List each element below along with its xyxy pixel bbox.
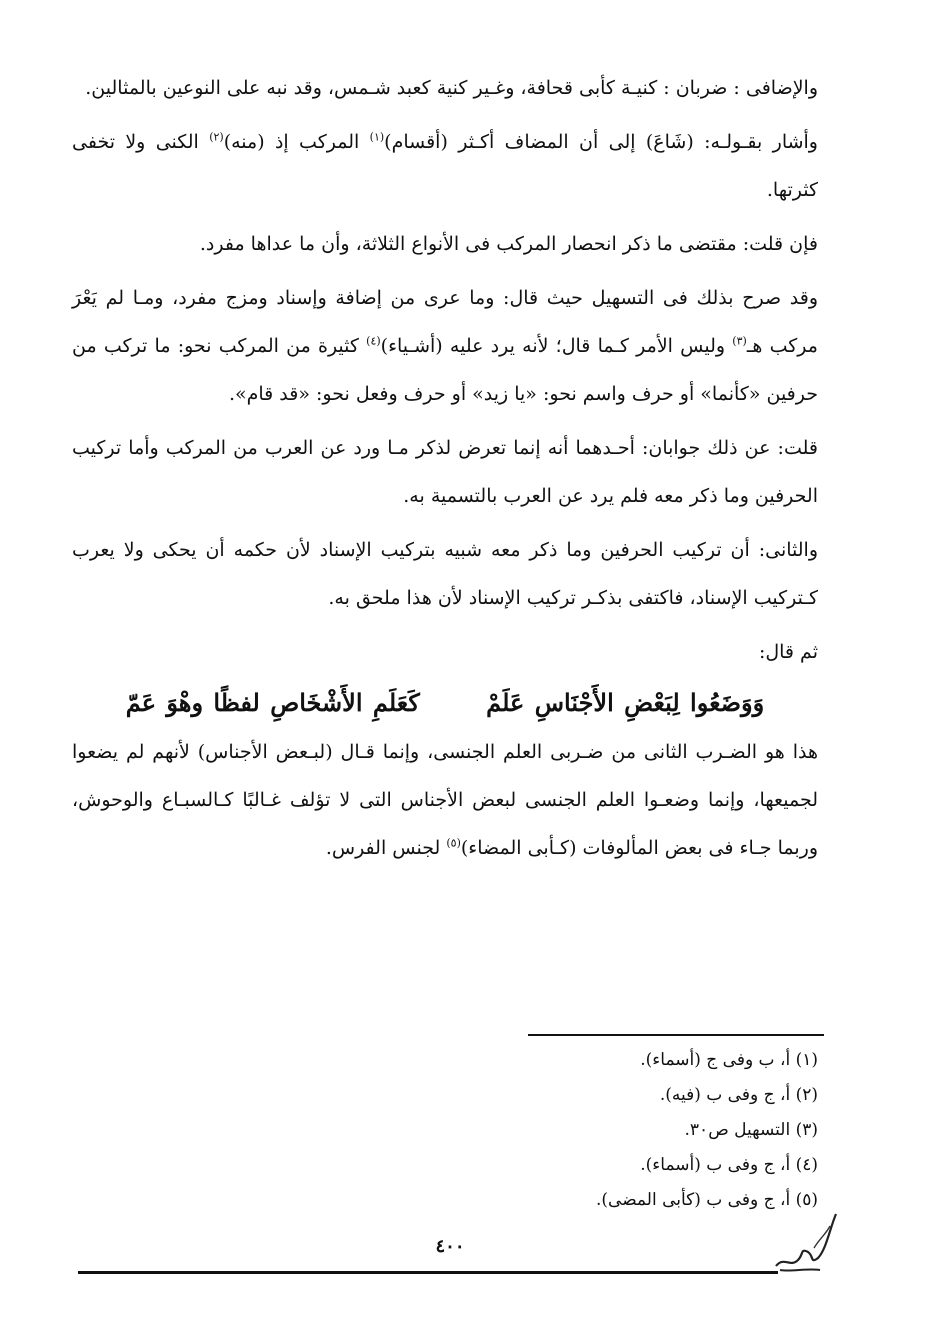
paragraph-objection: فإن قلت: مقتضى ما ذكر انحصار المركب فى الأنواع الثلاثة، وأن ما عداها مفرد. bbox=[199, 233, 818, 255]
footnote-ref-3: (٣) bbox=[732, 334, 747, 348]
footnotes bbox=[518, 1043, 818, 1218]
paragraph-shaa-end: الكنى ولا تخفى كثرتها. bbox=[72, 131, 818, 201]
paragraph-tashil bbox=[72, 274, 818, 418]
paragraph-thumma-qala: ثم قال: bbox=[758, 641, 818, 663]
signature-scribble-icon bbox=[770, 1208, 840, 1280]
commentary-end: لجنس الفرس. bbox=[325, 837, 447, 859]
paragraph-commentary bbox=[72, 728, 818, 872]
footnote-5: (٥) أ، ج وفى ب (كأبى المضى). bbox=[595, 1190, 818, 1210]
paragraph-shaa-start: وأشار بقـولـه: (شَاعَ) إلى أن المضاف أكـثر (أقسام) bbox=[384, 131, 818, 153]
footnote-2: (٢) أ، ج وفى ب (فيه). bbox=[659, 1085, 818, 1105]
verse-hemistich-2: كَعَلَمِ الأَشْخَاصِ لفظًا وهْوَ عَمّ bbox=[125, 688, 420, 717]
paragraph-idafi: والإضافى : ضربان : كنيـة كأبى قحافة، وغـير كنية كعبد شـمس، وقد نبه على النوعين بالمثالين. bbox=[85, 77, 818, 99]
footnote-ref-2: (٢) bbox=[209, 130, 224, 144]
paragraph-shaa bbox=[72, 118, 818, 214]
commentary-text: هذا هو الضـرب الثانى من ضـربى العلم الجنسى، وإنما قـال (لبـعض الأجناس) لأنهم لم يضعوا لجميعها، وإنما وضعـوا العلم الجنسى لبعض الأجناس التى لا تؤلف غـالبًا كـالسبـاع والوحوش، وربما جـاء فى بعض المألوفات (كـأبى المضاء) bbox=[72, 741, 818, 859]
footnote-ref-4: (٤) bbox=[366, 334, 381, 348]
paragraph-answer-1: قلت: عن ذلك جوابان: أحـدهما أنه إنما تعرض لذكر مـا ورد عن العرب من المركب وأما تركيب الحرفين وما ذكر معه فلم يرد عن العرب بالتسمية به. bbox=[72, 437, 818, 507]
footnote-ref-5: (٥) bbox=[446, 836, 461, 850]
footnote-ref-1: (١) bbox=[369, 130, 385, 144]
bottom-rule bbox=[78, 1271, 778, 1274]
paragraph-shaa-mid: المركب إذ (منه) bbox=[223, 131, 370, 153]
footnote-4: (٤) أ، ج وفى ب (أسماء). bbox=[640, 1155, 818, 1175]
footnote-separator bbox=[528, 1034, 824, 1036]
paragraph-tashil-end: كثيرة من المركب نحو: ما تركب من حرفين «كأنما» أو حرف واسم نحو: «يا زيد» أو حرف وفعل نحو: «قد قام». bbox=[72, 335, 818, 405]
main-text bbox=[72, 64, 818, 872]
paragraph-tashil-start: وقد صرح بذلك فى التسهيل حيث قال: وما عرى من إضافة وإسناد ومزج مفرد، ومـا لم يَعْرَ مركب هـ bbox=[72, 287, 818, 357]
verse-hemistich-1: وَوَضَعُوا لِبَعْضِ الأَجْنَاسِ عَلَمْ bbox=[486, 688, 765, 717]
footnote-3: (٣) التسهيل ص٣٠. bbox=[684, 1120, 818, 1140]
footnote-1: (١) أ، ب وفى ج (أسماء). bbox=[640, 1050, 818, 1070]
page-number: ٤٠٠ bbox=[435, 1236, 465, 1257]
verse-line bbox=[72, 678, 818, 728]
paragraph-answer-2: والثانى: أن تركيب الحرفين وما ذكر معه شبيه بتركيب الإسناد لأن حكمه أن يحكى ولا يعرب كـتركيب الإسناد، فاكتفى بذكـر تركيب الإسناد لأن هذا ملحق به. bbox=[72, 539, 818, 609]
paragraph-tashil-mid: وليس الأمر كـما قال؛ لأنه يرد عليه (أشـياء) bbox=[380, 335, 733, 357]
